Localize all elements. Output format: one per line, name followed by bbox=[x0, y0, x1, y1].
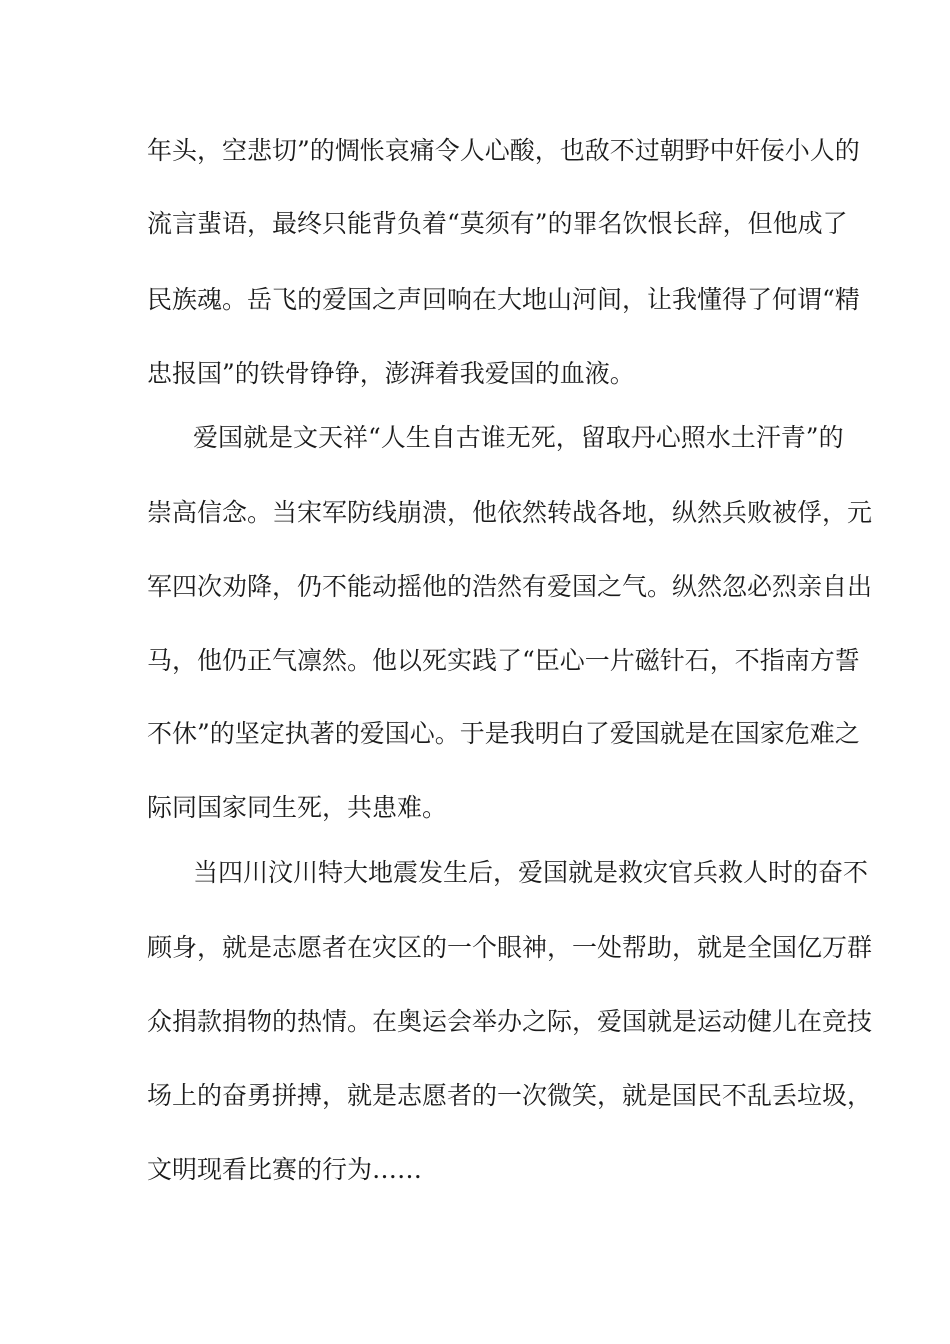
text-line: 崇高信念。当宋军防线崩溃，他依然转战各地，纵然兵败被俘，元 bbox=[147, 498, 873, 527]
text-line: 马，他仍正气凛然。他以死实践了“臣心一片磁针石，不指南方誓 bbox=[147, 646, 860, 675]
text-line: 民族魂。岳飞的爱国之声回响在大地山河间，让我懂得了何谓“精 bbox=[147, 285, 860, 314]
text-line: 顾身，就是志愿者在灾区的一个眼神，一处帮助，就是全国亿万群 bbox=[147, 933, 873, 962]
text-line: 不休”的坚定执著的爱国心。于是我明白了爱国就是在国家危难之 bbox=[147, 719, 860, 748]
text-line: 当四川汶川特大地震发生后，爱国就是救灾官兵救人时的奋不 bbox=[193, 858, 869, 887]
text-line: 文明现看比赛的行为…… bbox=[147, 1155, 423, 1184]
text-line: 场上的奋勇拼搏，就是志愿者的一次微笑，就是国民不乱丢垃圾， bbox=[147, 1081, 873, 1110]
text-line: 际同国家同生死，共患难。 bbox=[147, 793, 448, 822]
text-line: 年头，空悲切”的惆怅哀痛令人心酸，也敌不过朝野中奸佞小人的 bbox=[147, 136, 860, 165]
text-line: 流言蜚语，最终只能背负着“莫须有”的罪名饮恨长辞，但他成了 bbox=[147, 209, 848, 238]
text-line: 忠报国”的铁骨铮铮，澎湃着我爱国的血液。 bbox=[147, 359, 635, 388]
text-line: 爱国就是文天祥“人生自古谁无死，留取丹心照水土汗青”的 bbox=[193, 423, 844, 452]
text-line: 军四次劝降，仍不能动摇他的浩然有爱国之气。纵然忽必烈亲自出 bbox=[147, 572, 873, 601]
text-line: 众捐款捐物的热情。在奥运会举办之际，爱国就是运动健儿在竞技 bbox=[147, 1007, 873, 1036]
